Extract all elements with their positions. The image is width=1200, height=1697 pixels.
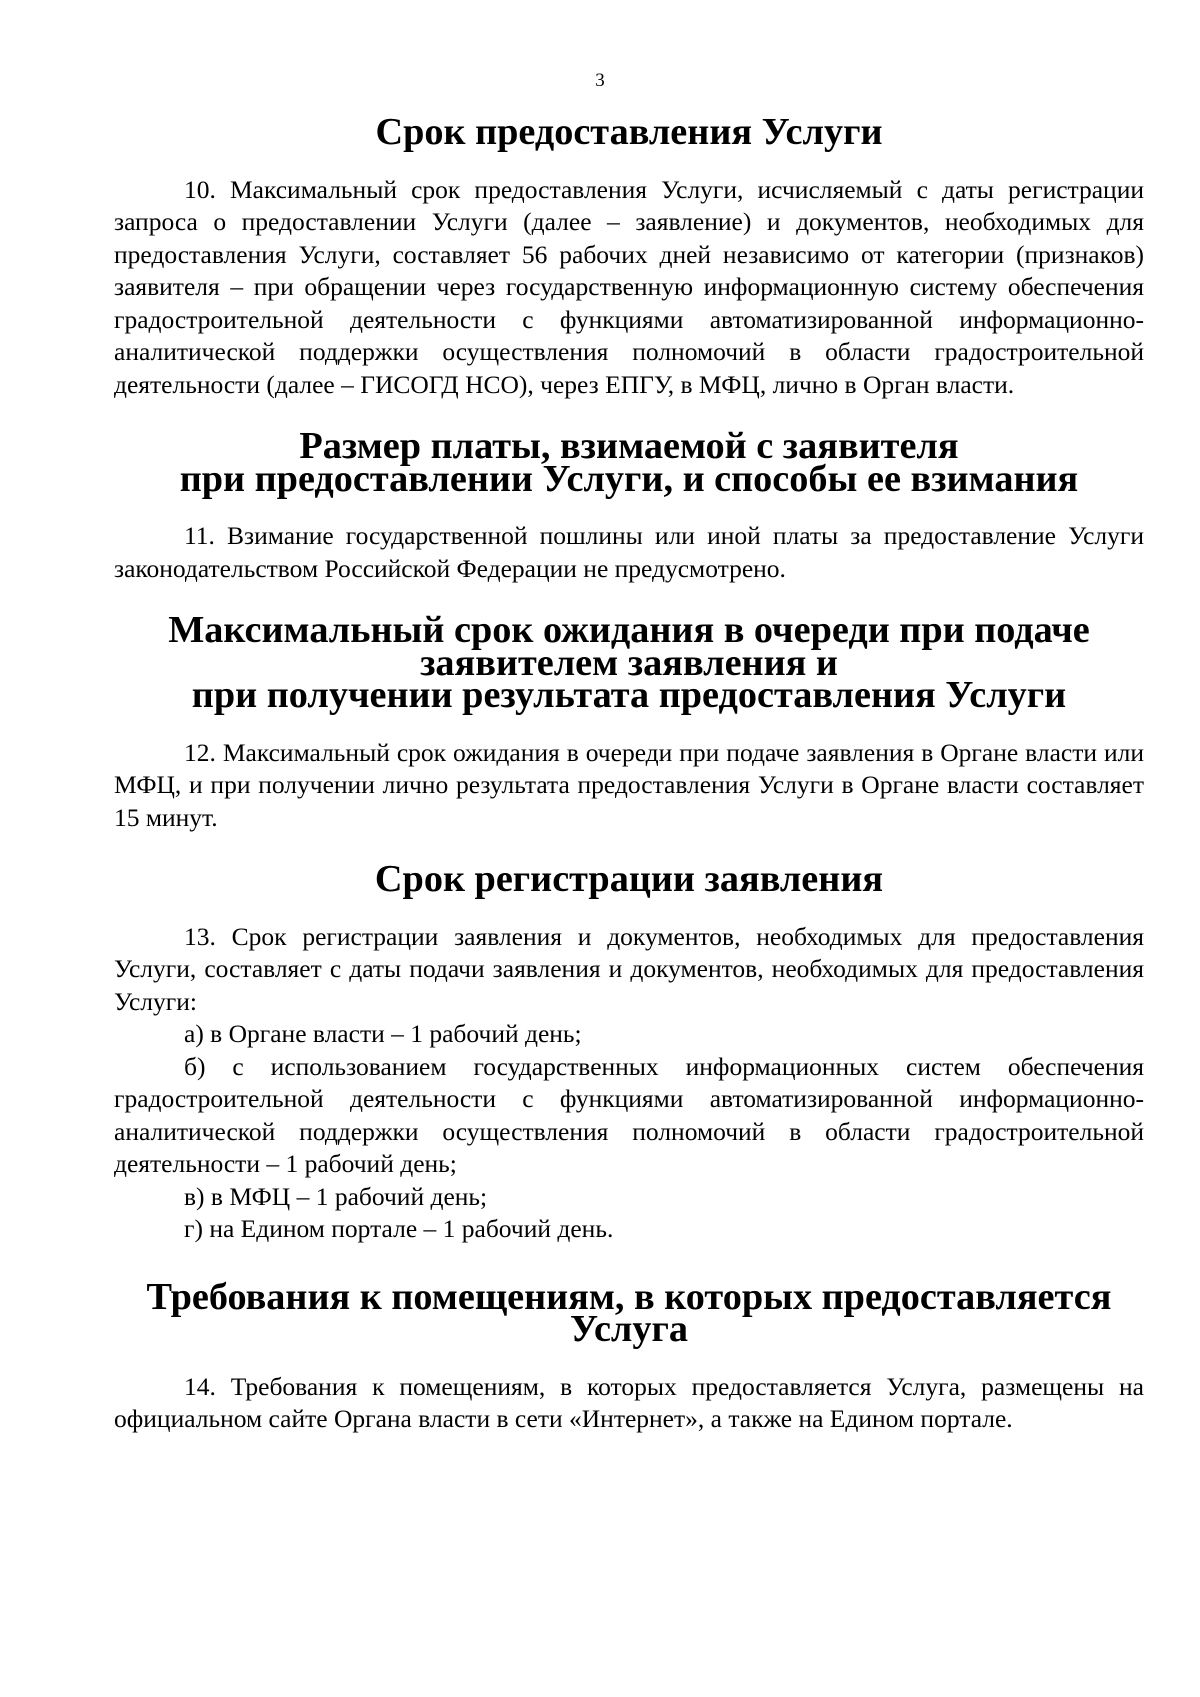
heading-line: Срок регистрации заявления: [374, 858, 884, 900]
heading-line: Максимальный срок ожидания в очереди при подаче заявителем заявления и: [168, 609, 1090, 684]
section-premises-requirements: [114, 1275, 1144, 1436]
subitem-b: б) с использованием государственных информационных систем обеспечения градостроительной деятельности с функциями автоматизированной информационно-аналитической поддержки осуществления полномочий в области градостроительной деятельности – 1 рабочий день;: [114, 1051, 1144, 1178]
heading-line: Срок предоставления Услуги: [375, 111, 883, 153]
heading-line: Размер платы, взимаемой с заявителя: [299, 425, 959, 467]
paragraph-11: 11. Взимание государственной пошлины или иной платы за предоставление Услуги законодательством Российской Федерации не предусмотрено.: [114, 521, 1144, 583]
paragraph-10: 10. Максимальный срок предоставления Услуги, исчисляемый с даты регистрации запроса о предоставлении Услуги (далее – заявление) и документов, необходимых для предоставления Услуги, составляет 56 рабочих дней независимо от категории (признаков) заявителя – при обращении через государственную информационную систему обеспечения градостроительной деятельности с функциями автоматизированной информационно-аналитической поддержки осуществления полномочий в области градостроительной деятельности (далее – ГИСОГД НСО), через ЕПГУ, в МФЦ, лично в Орган власти.: [114, 174, 1144, 399]
section-registration-term: [114, 858, 1144, 1246]
page-number: 3: [595, 70, 605, 91]
heading-line: Требования к помещениям, в которых предоставляется Услуга: [146, 1275, 1112, 1350]
paragraph-13: 13. Срок регистрации заявления и документов, необходимых для предоставления Услуги, составляет с даты подачи заявления и документов, необходимых для предоставления Услуги:: [114, 921, 1144, 1016]
heading-line: при получении результата предоставления Услуги: [191, 674, 1067, 716]
subitem-v: в) в МФЦ – 1 рабочий день;: [184, 1181, 488, 1211]
section-fee: [114, 425, 1144, 585]
section-queue-wait: [114, 609, 1144, 834]
heading-line: при предоставлении Услуги, и способы ее взимания: [179, 457, 1079, 500]
section-heading: [114, 1275, 1144, 1350]
section-heading: [114, 111, 1144, 153]
subitem-a: а) в Органе власти – 1 рабочий день;: [184, 1019, 582, 1048]
section-heading: [114, 858, 1144, 900]
section-heading: [114, 425, 1144, 500]
section-heading: [114, 609, 1144, 716]
document-body: [114, 111, 1144, 1436]
paragraph-14: 14. Требования к помещениям, в которых предоставляется Услуга, размещены на официальном сайте Органа власти в сети «Интернет», а также на Едином портале.: [114, 1371, 1144, 1433]
paragraph-12: 12. Максимальный срок ожидания в очереди при подаче заявления в Органе власти или МФЦ, и при получении лично результата предоставления Услуги в Органе власти составляет 15 минут.: [114, 737, 1144, 832]
section-service-term: [114, 111, 1144, 401]
subitem-g: г) на Едином портале – 1 рабочий день.: [184, 1214, 614, 1243]
